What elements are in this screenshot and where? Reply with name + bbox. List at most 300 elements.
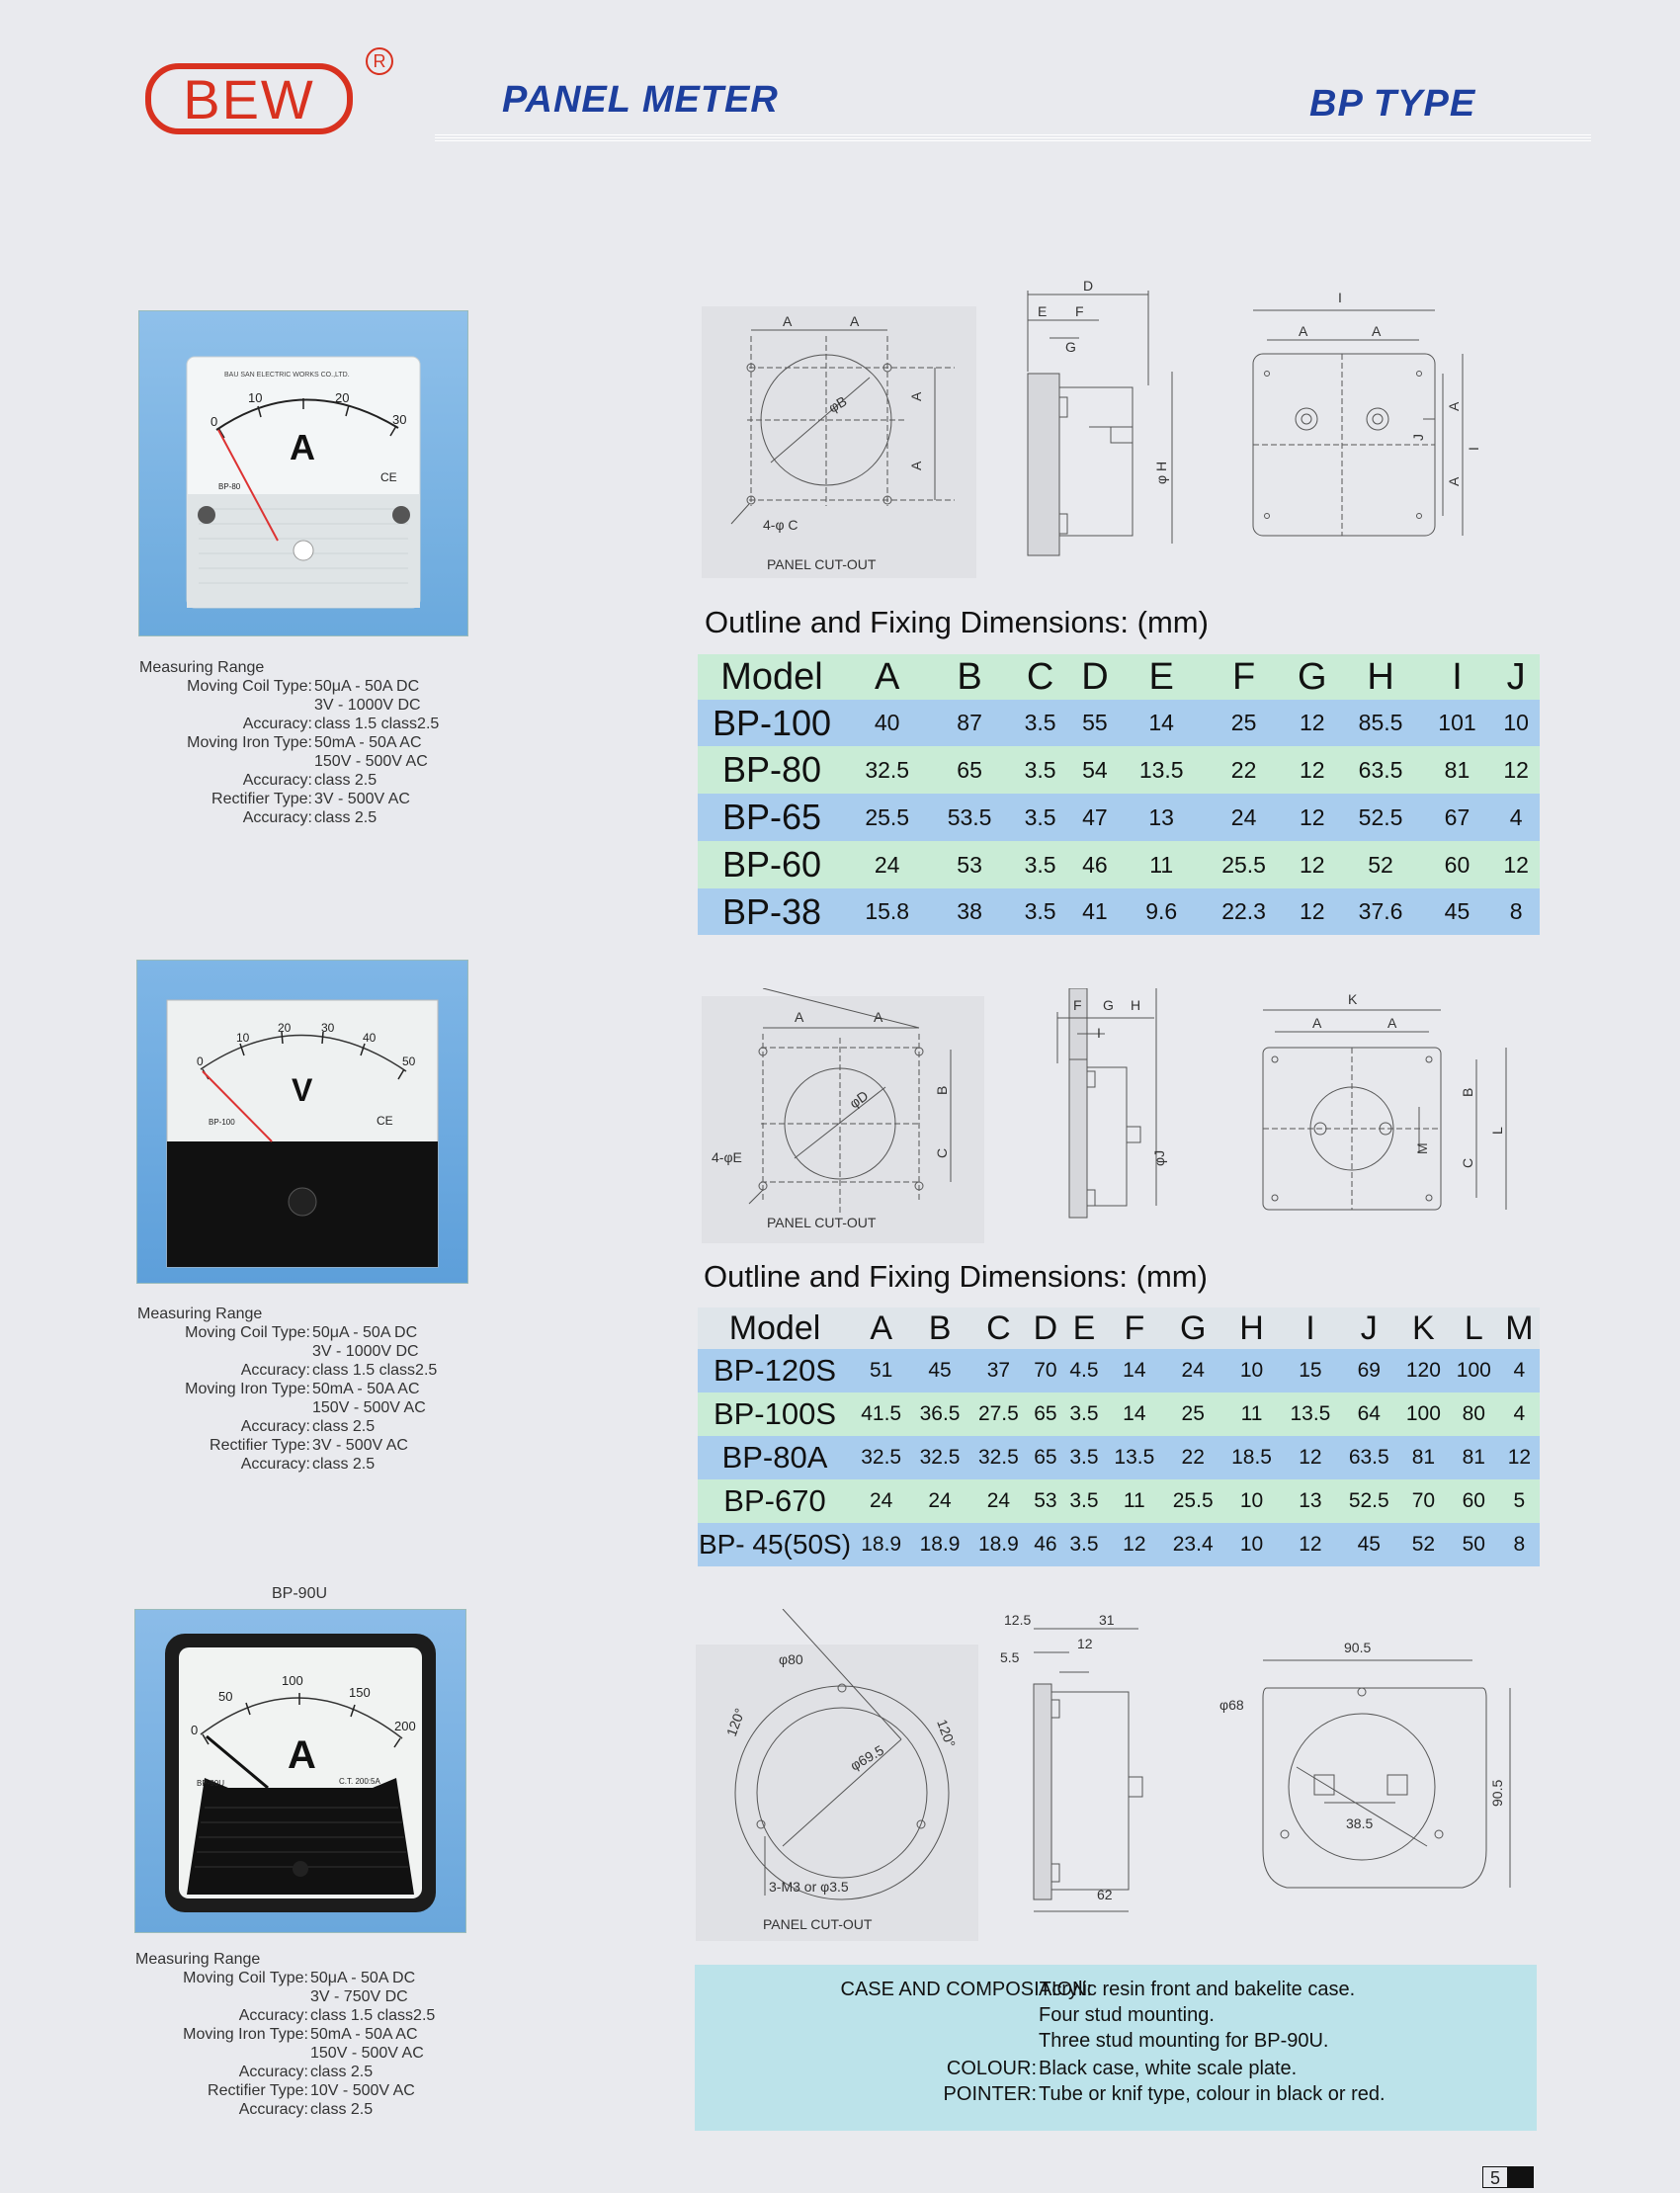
table-cell: 13.5 xyxy=(1114,1446,1155,1469)
dimension-table-1 xyxy=(698,654,1540,935)
table-cell: 12 xyxy=(1503,851,1529,878)
table-cell: 12 xyxy=(1299,1533,1322,1556)
table-header-cell: Model xyxy=(720,655,823,698)
table-header-cell: F xyxy=(1231,655,1256,698)
table-row xyxy=(698,1436,1540,1479)
page-number-text: 5 xyxy=(1489,2168,1500,2188)
table-cell: 11 xyxy=(1240,1402,1263,1425)
table1-title: Outline and Fixing Dimensions: (mm) xyxy=(705,605,1209,639)
dial3-tick-0: 0 xyxy=(191,1723,199,1737)
case-label: CASE AND COMPOSITION: xyxy=(840,1979,1092,2000)
spec-label xyxy=(135,1987,310,2006)
bew-logo: BEW xyxy=(145,63,353,134)
spec-label: Accuracy: xyxy=(240,1362,310,1379)
table-cell: 12 xyxy=(1300,710,1325,735)
spec-label: Accuracy: xyxy=(240,1456,310,1473)
table-cell: 11 xyxy=(1149,851,1174,878)
dim-55: 5.5 xyxy=(1000,1649,1020,1665)
table-header-cell: Model xyxy=(728,1308,821,1347)
dial1-tick-30: 30 xyxy=(392,412,407,427)
table-cell: 51 xyxy=(870,1359,893,1382)
table-header-cell: I xyxy=(1305,1308,1315,1347)
spec-value: 150V - 500V AC xyxy=(314,753,428,770)
dim-125: 12.5 xyxy=(1004,1612,1032,1628)
dim-b: B xyxy=(934,1085,950,1095)
table-cell: 27.5 xyxy=(977,1402,1019,1425)
dim-a: A xyxy=(1299,323,1308,339)
table-cell: 32.5 xyxy=(865,756,910,783)
table-cell: 23.4 xyxy=(1172,1533,1214,1556)
spec-value: 50mA - 50A AC xyxy=(310,2026,418,2043)
table-cell: 37.6 xyxy=(1358,898,1403,924)
spec-value: 3V - 500V AC xyxy=(312,1437,408,1454)
table-cell: 69 xyxy=(1357,1359,1381,1382)
spec-label: Moving Iron Type: xyxy=(183,2026,308,2043)
dim-g: G xyxy=(1065,339,1076,355)
page-title: PANEL METER xyxy=(502,79,779,121)
dim-i: I xyxy=(1466,447,1481,451)
dim-phi68: φ68 xyxy=(1219,1697,1244,1713)
dim-d: φD xyxy=(846,1087,872,1112)
spec-title: Measuring Range xyxy=(139,659,265,676)
table-cell: 3.5 xyxy=(1069,1402,1099,1425)
spec-label: Rectifier Type: xyxy=(208,2082,308,2099)
table-cell: 100 xyxy=(1405,1402,1441,1425)
dim-c: C xyxy=(934,1147,950,1158)
dial1-maker: BAU SAN ELECTRIC WORKS CO.,LTD. xyxy=(224,372,350,379)
table-header-cell: H xyxy=(1239,1308,1264,1347)
dial2-tick-30: 30 xyxy=(321,1021,335,1035)
table-cell: 53 xyxy=(1034,1489,1057,1512)
dim-905-horizontal: 90.5 xyxy=(1344,1640,1372,1655)
dim-12: 12 xyxy=(1077,1636,1093,1651)
table-cell: 3.5 xyxy=(1024,803,1056,830)
table-header-cell: J xyxy=(1506,655,1526,698)
table-cell: 13.5 xyxy=(1138,756,1184,783)
dim-31: 31 xyxy=(1099,1612,1115,1628)
spec-label: Moving Iron Type: xyxy=(187,734,312,751)
table-cell: 10 xyxy=(1239,1359,1264,1382)
table-cell: 13 xyxy=(1299,1489,1322,1512)
dial1-tick-20: 20 xyxy=(335,390,350,405)
dimension-table-2 xyxy=(698,1307,1540,1566)
dim-h: φ H xyxy=(1153,461,1169,484)
dial3-unit: A xyxy=(288,1733,316,1777)
spec-value: 3V - 500V AC xyxy=(314,791,410,807)
table-row xyxy=(698,1523,1540,1566)
table-cell: 24 xyxy=(870,1489,893,1512)
table-header-cell: F xyxy=(1124,1308,1145,1347)
table-header-cell: I xyxy=(1452,655,1463,698)
dim-l: L xyxy=(1489,1127,1505,1135)
table-cell: 32.5 xyxy=(861,1446,902,1469)
table-cell: 14 xyxy=(1148,710,1174,735)
table-cell: 10 xyxy=(1239,1533,1264,1556)
dim-b: B xyxy=(1460,1087,1475,1097)
spec-label: Moving Coil Type: xyxy=(185,1324,310,1341)
table-cell: 15 xyxy=(1299,1359,1322,1382)
spec-label xyxy=(137,1398,312,1417)
table-cell: 45 xyxy=(1357,1533,1381,1556)
table-cell-model: BP-80 xyxy=(721,749,822,790)
table-cell: 55 xyxy=(1082,710,1108,735)
spec-label: Accuracy: xyxy=(242,716,312,732)
table-cell: 4.5 xyxy=(1069,1359,1099,1382)
dial3-model: BP-90U xyxy=(197,1779,225,1788)
table-header-cell: K xyxy=(1412,1308,1435,1347)
table-header-cell: B xyxy=(928,1308,952,1347)
dial2-tick-10: 10 xyxy=(236,1031,250,1045)
table-cell: 37 xyxy=(986,1359,1011,1382)
table-header-cell: H xyxy=(1367,655,1394,698)
spec-value: 50mA - 50A AC xyxy=(314,734,422,751)
table-cell: 5 xyxy=(1513,1489,1526,1512)
dial2-tick-50: 50 xyxy=(402,1054,416,1068)
table2-title: Outline and Fixing Dimensions: (mm) xyxy=(704,1259,1208,1294)
table-cell: 46 xyxy=(1034,1533,1057,1556)
table-cell: 12 xyxy=(1300,851,1325,878)
table-cell: 11 xyxy=(1123,1489,1145,1512)
dial1-tick-10: 10 xyxy=(248,390,263,405)
dim-phi695: φ69.5 xyxy=(847,1741,886,1774)
dimension-diagram-1 xyxy=(692,277,1561,583)
dim-k: K xyxy=(1348,991,1358,1007)
colour-value: Black case, white scale plate. xyxy=(1039,2058,1298,2079)
dial1-marks: CE xyxy=(380,470,397,484)
table-cell-model: BP-38 xyxy=(721,890,822,932)
dim-i: I xyxy=(1338,290,1342,305)
table-cell: 12 xyxy=(1300,898,1325,924)
table-cell: 4 xyxy=(1513,1402,1526,1425)
dial3-tick-100: 100 xyxy=(282,1673,303,1688)
table-cell: 18.5 xyxy=(1231,1446,1272,1469)
table-cell: 24 xyxy=(1230,803,1257,830)
panel-cutout-label: PANEL CUT-OUT xyxy=(767,556,877,572)
dim-a: A xyxy=(1446,476,1462,486)
table-cell: 18.9 xyxy=(861,1533,902,1556)
dial2-model: BP-100 xyxy=(209,1118,235,1127)
table-cell: 60 xyxy=(1462,1489,1485,1512)
table-cell: 50 xyxy=(1462,1533,1485,1556)
dim-b: φB xyxy=(825,392,850,416)
spec-value: class 2.5 xyxy=(312,1456,376,1473)
table-cell: 24 xyxy=(928,1489,952,1512)
table-cell: 3.5 xyxy=(1024,898,1056,924)
dim-f: F xyxy=(1073,997,1082,1013)
table-cell: 63.5 xyxy=(1358,756,1403,783)
spec-title: Measuring Range xyxy=(137,1306,263,1322)
table-cell-model: BP-60 xyxy=(721,844,822,885)
table-cell: 22 xyxy=(1181,1446,1205,1469)
table-cell: 22.3 xyxy=(1221,898,1266,924)
case-value: Four stud mounting. xyxy=(1039,2004,1215,2026)
pointer-label: POINTER: xyxy=(943,2083,1037,2105)
spec-label xyxy=(139,696,314,715)
dim-a: A xyxy=(850,313,860,329)
meter-photo-3 xyxy=(134,1609,466,1933)
spec-value: 50μA - 50A DC xyxy=(310,1970,416,1986)
table-row xyxy=(698,746,1540,794)
table-cell: 25 xyxy=(1230,710,1257,735)
dial2-tick-0: 0 xyxy=(197,1054,204,1068)
spec-label xyxy=(137,1342,312,1361)
spec-value: class 2.5 xyxy=(310,2064,374,2080)
table-cell: 4 xyxy=(1513,1359,1526,1382)
spec-value: 150V - 500V AC xyxy=(310,2045,424,2062)
table-cell: 41.5 xyxy=(861,1402,902,1425)
table-cell: 8 xyxy=(1513,1533,1526,1556)
table-cell: 45 xyxy=(928,1359,952,1382)
dim-j: φJ xyxy=(1151,1149,1167,1166)
table-cell: 54 xyxy=(1082,756,1108,783)
table-header-cell: M xyxy=(1505,1308,1534,1347)
table-header-cell: B xyxy=(957,655,982,698)
spec-label: Accuracy: xyxy=(242,772,312,789)
dim-g: G xyxy=(1103,997,1114,1013)
panel-cutout-label: PANEL CUT-OUT xyxy=(767,1215,877,1230)
table-header-cell: L xyxy=(1464,1308,1483,1347)
dim-e: 4-φE xyxy=(712,1149,742,1165)
meter-photo-2 xyxy=(136,960,468,1284)
table-cell: 15.8 xyxy=(865,898,910,924)
dial3-tick-50: 50 xyxy=(218,1689,233,1704)
table-cell: 80 xyxy=(1462,1402,1485,1425)
table-header-row xyxy=(698,1307,1540,1349)
spec-label: Accuracy: xyxy=(238,2007,308,2024)
panel-cutout-label: PANEL CUT-OUT xyxy=(763,1916,873,1932)
dial2-tick-20: 20 xyxy=(278,1021,292,1035)
spec-label: Rectifier Type: xyxy=(211,791,312,807)
spec-title: Measuring Range xyxy=(135,1951,261,1968)
table-cell: 4 xyxy=(1509,803,1523,830)
table-cell: 8 xyxy=(1509,898,1523,924)
table-cell-model: BP-120S xyxy=(713,1353,837,1388)
dim-a: A xyxy=(783,313,793,329)
dim-h: H xyxy=(1131,997,1141,1013)
dimension-diagram-3 xyxy=(692,1609,1561,1945)
table-header-cell: C xyxy=(986,1308,1011,1347)
table-cell: 101 xyxy=(1438,710,1476,735)
table-cell: 12 xyxy=(1300,756,1325,783)
spec-value: class 2.5 xyxy=(312,1418,376,1435)
table-header-cell: C xyxy=(1026,655,1054,698)
page-number xyxy=(1482,2166,1534,2188)
dial2-tick-40: 40 xyxy=(363,1031,377,1045)
product-caption: BP-90U xyxy=(272,1585,328,1602)
meter-photo-1 xyxy=(138,310,468,636)
spec-label: Accuracy: xyxy=(238,2064,308,2080)
type-title: BP TYPE xyxy=(1309,83,1476,125)
table-cell: 25.5 xyxy=(1221,851,1266,878)
table-cell: 87 xyxy=(957,710,982,735)
table-cell: 24 xyxy=(986,1489,1011,1512)
spec-label: Moving Coil Type: xyxy=(183,1970,308,1986)
table-header-cell: J xyxy=(1360,1308,1378,1347)
dim-a: A xyxy=(908,391,924,401)
table-row xyxy=(698,1349,1540,1392)
pointer-value: Tube or knif type, colour in black or red. xyxy=(1039,2083,1386,2105)
table-cell-model: BP-65 xyxy=(721,797,822,837)
dim-c: C xyxy=(1460,1157,1475,1168)
colour-label: COLOUR: xyxy=(946,2058,1037,2079)
dim-385: 38.5 xyxy=(1346,1815,1374,1831)
spec-label xyxy=(139,752,314,771)
table-cell: 25.5 xyxy=(865,803,910,830)
table-header-cell: A xyxy=(870,1308,893,1347)
table-cell: 25.5 xyxy=(1172,1489,1214,1512)
dim-a: A xyxy=(795,1009,804,1025)
table-cell: 12 xyxy=(1300,803,1325,830)
table-cell: 65 xyxy=(957,756,982,783)
table-row xyxy=(698,841,1540,888)
table-cell: 70 xyxy=(1034,1359,1057,1382)
table-cell: 3.5 xyxy=(1069,1446,1099,1469)
dim-a: A xyxy=(874,1009,883,1025)
table-cell: 52 xyxy=(1368,851,1393,878)
table-cell: 100 xyxy=(1456,1359,1491,1382)
case-value: Acrylic resin front and bakelite case. xyxy=(1039,1979,1356,2000)
dim-c: 4-φ C xyxy=(763,517,798,533)
dim-a: A xyxy=(1312,1015,1322,1031)
table-row xyxy=(698,794,1540,841)
dim-d: D xyxy=(1083,278,1094,294)
spec-value: class 2.5 xyxy=(310,2101,374,2118)
dimension-diagram-2 xyxy=(692,988,1561,1245)
spec-label: Accuracy: xyxy=(240,1418,310,1435)
table-row xyxy=(698,700,1540,746)
table-cell-model: BP-670 xyxy=(723,1483,826,1518)
table-cell: 64 xyxy=(1357,1402,1381,1425)
registered-mark: R xyxy=(366,47,393,75)
spec-value: 10V - 500V AC xyxy=(310,2082,415,2099)
dim-i: I xyxy=(1097,1025,1101,1041)
table-cell-model: BP-100 xyxy=(712,702,832,743)
table-cell: 46 xyxy=(1082,851,1108,878)
spec-label: Moving Iron Type: xyxy=(185,1381,310,1397)
table-cell: 52.5 xyxy=(1358,803,1403,830)
table-cell: 3.5 xyxy=(1069,1489,1099,1512)
dial3-tick-150: 150 xyxy=(349,1685,371,1700)
table-cell: 81 xyxy=(1444,756,1470,783)
table-cell: 18.9 xyxy=(977,1533,1019,1556)
table-cell: 12 xyxy=(1299,1446,1322,1469)
table-header-cell: E xyxy=(1148,655,1174,698)
table-cell: 24 xyxy=(1181,1359,1205,1382)
table-cell: 120 xyxy=(1405,1359,1441,1382)
spec-value: class 1.5 class2.5 xyxy=(314,716,440,732)
table-cell: 12 xyxy=(1123,1533,1146,1556)
table-cell: 65 xyxy=(1034,1446,1057,1469)
table-cell: 3.5 xyxy=(1069,1533,1099,1556)
table-cell: 12 xyxy=(1503,756,1529,783)
dial2-unit: V xyxy=(292,1072,313,1108)
table-cell: 47 xyxy=(1082,803,1108,830)
dim-905-vertical: 90.5 xyxy=(1489,1779,1505,1807)
table-cell: 13 xyxy=(1148,803,1174,830)
table-cell: 10 xyxy=(1503,710,1529,735)
table-header-cell: E xyxy=(1072,1308,1096,1347)
table-header-cell: G xyxy=(1179,1308,1207,1347)
spec-value: 50μA - 50A DC xyxy=(312,1324,418,1341)
table-cell: 32.5 xyxy=(977,1446,1019,1469)
spec-list-3 xyxy=(135,1950,435,2119)
dial1-unit: A xyxy=(290,427,315,467)
spec-value: class 1.5 class2.5 xyxy=(310,2007,436,2024)
spec-value: 150V - 500V AC xyxy=(312,1399,426,1416)
spec-value: class 1.5 class2.5 xyxy=(312,1362,438,1379)
spec-value: 3V - 1000V DC xyxy=(314,697,421,714)
dim-a: A xyxy=(1387,1015,1397,1031)
dial3-marks: C.T. 200:5A xyxy=(339,1777,380,1786)
dim-m: M xyxy=(1414,1142,1430,1154)
table-cell: 41 xyxy=(1082,898,1108,924)
dial2-marks: CE xyxy=(377,1114,393,1128)
table-cell: 3.5 xyxy=(1024,710,1056,735)
table-cell: 18.9 xyxy=(919,1533,961,1556)
table-cell: 63.5 xyxy=(1348,1446,1389,1469)
spec-label: Rectifier Type: xyxy=(210,1437,310,1454)
table-row xyxy=(698,1479,1540,1523)
dim-screw: 3-M3 or φ3.5 xyxy=(769,1879,849,1895)
case-value: Three stud mounting for BP-90U. xyxy=(1039,2030,1329,2052)
dim-e: E xyxy=(1038,303,1048,319)
table-cell: 53 xyxy=(957,851,982,878)
spec-label: Accuracy: xyxy=(242,809,312,826)
spec-value: 50mA - 50A AC xyxy=(312,1381,420,1397)
dim-angle-2: 120° xyxy=(934,1717,960,1750)
table-cell-model: BP- 45(50S) xyxy=(698,1529,852,1560)
table-cell: 40 xyxy=(874,710,900,735)
dial3-tick-200: 200 xyxy=(394,1719,416,1733)
table-cell: 12 xyxy=(1507,1446,1532,1469)
table-cell: 85.5 xyxy=(1358,710,1403,735)
spec-value: class 2.5 xyxy=(314,772,378,789)
table-cell: 60 xyxy=(1444,851,1470,878)
spec-value: 3V - 750V DC xyxy=(310,1988,408,2005)
dim-a: A xyxy=(908,461,924,470)
dim-a: A xyxy=(1446,401,1462,411)
table-cell: 10 xyxy=(1239,1489,1264,1512)
table-cell: 65 xyxy=(1034,1402,1057,1425)
table-cell: 53.5 xyxy=(947,803,992,830)
table-header-cell: A xyxy=(875,655,900,698)
dim-a: A xyxy=(1372,323,1382,339)
table-cell: 38 xyxy=(957,898,982,924)
spec-label: Accuracy: xyxy=(238,2101,308,2118)
dim-phi80: φ80 xyxy=(779,1651,803,1667)
page-number-mark xyxy=(1507,2167,1533,2187)
dial1-tick-0: 0 xyxy=(210,414,218,429)
header-rule xyxy=(435,134,1591,142)
table-cell: 3.5 xyxy=(1024,851,1056,878)
dim-f: F xyxy=(1075,303,1084,319)
table-cell: 67 xyxy=(1444,803,1470,830)
table-cell: 13.5 xyxy=(1290,1402,1331,1425)
spec-list-2 xyxy=(137,1305,437,1474)
table-header-cell: D xyxy=(1033,1308,1058,1347)
table-cell: 52.5 xyxy=(1348,1489,1389,1512)
table-cell: 81 xyxy=(1411,1446,1436,1469)
table-cell: 14 xyxy=(1123,1359,1146,1382)
table-row xyxy=(698,1392,1540,1436)
table-header-cell: D xyxy=(1081,655,1109,698)
table-cell: 3.5 xyxy=(1024,756,1056,783)
spec-value: 3V - 1000V DC xyxy=(312,1343,419,1360)
dim-j: J xyxy=(1410,434,1426,441)
case-composition-box xyxy=(695,1965,1537,2131)
table-cell-model: BP-80A xyxy=(721,1440,828,1475)
table-cell: 25 xyxy=(1181,1402,1205,1425)
